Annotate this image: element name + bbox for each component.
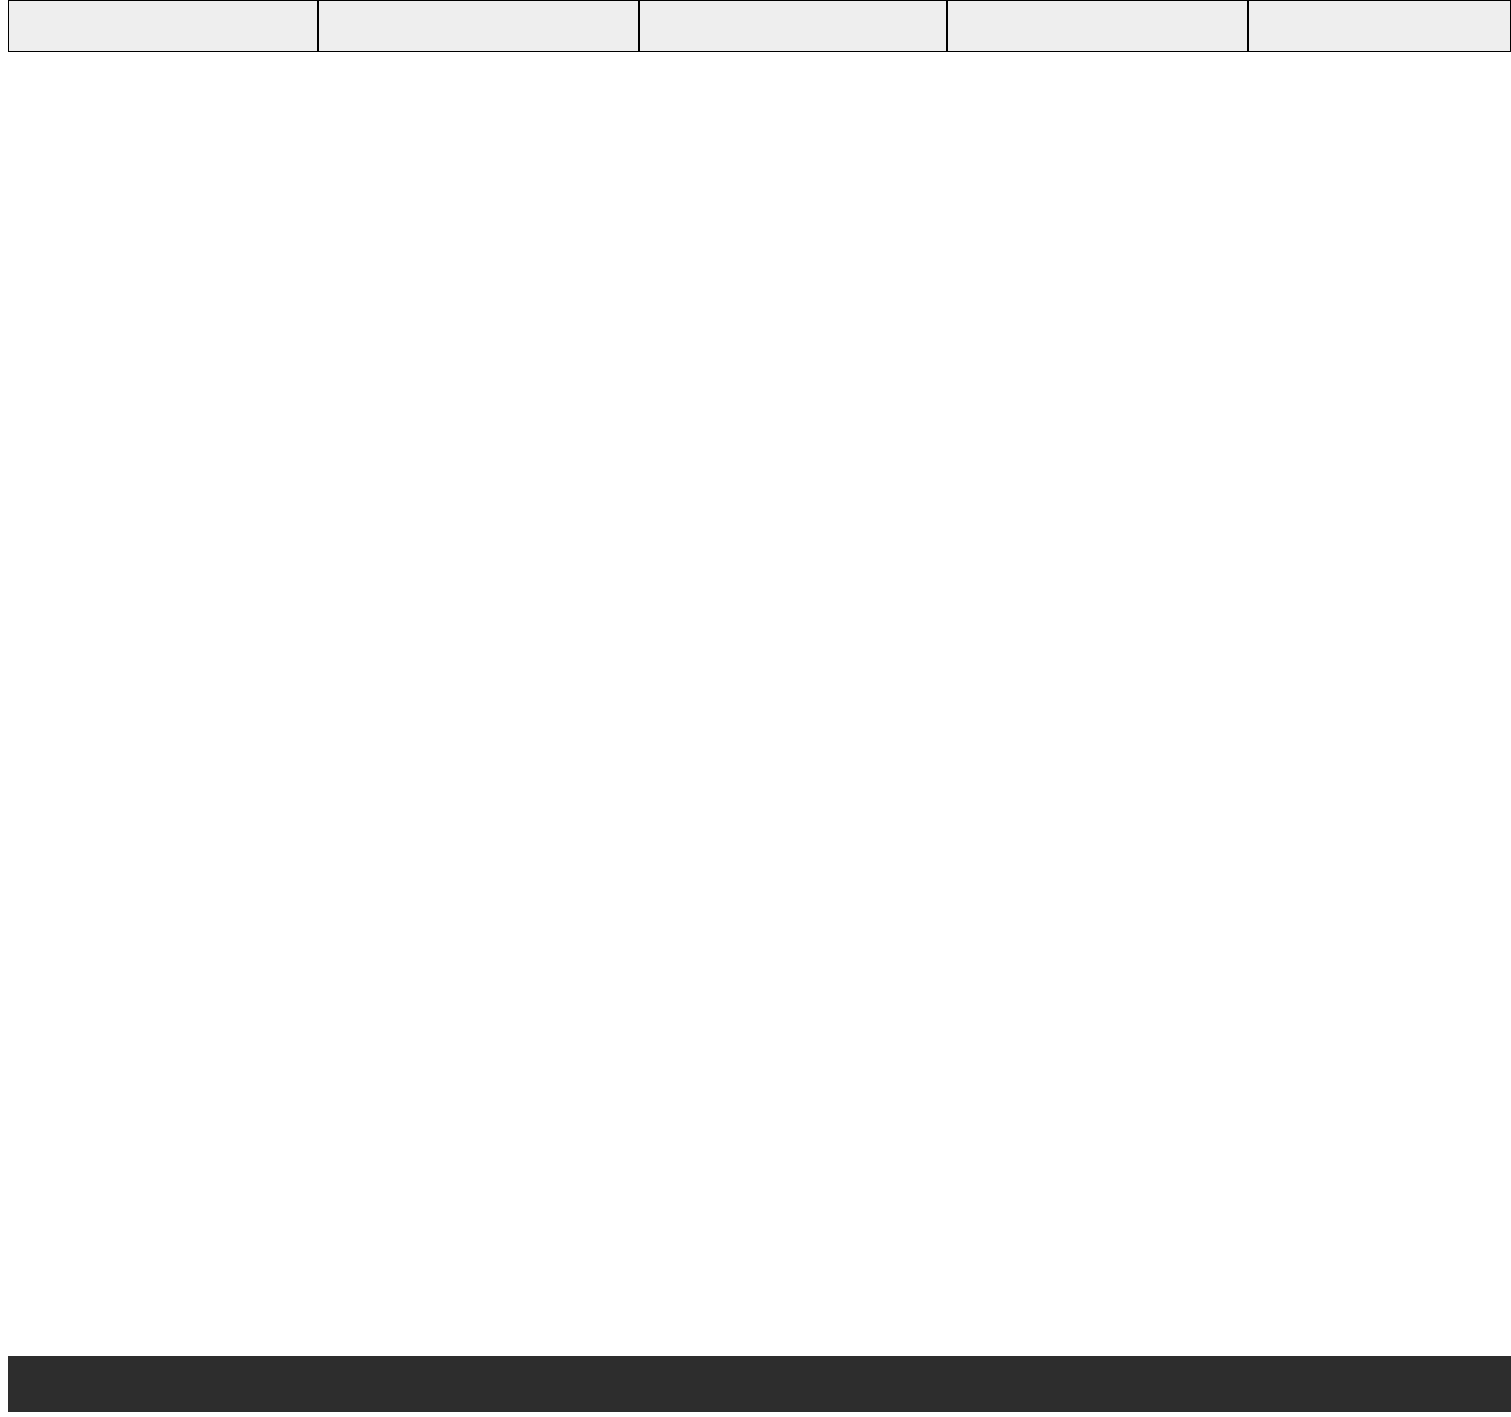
header-tuesday <box>318 0 639 52</box>
header-monday <box>8 0 318 52</box>
footer-bar <box>8 1356 1511 1412</box>
header-thursday <box>947 0 1248 52</box>
header-friday <box>1248 0 1511 52</box>
header-wednesday <box>639 0 947 52</box>
